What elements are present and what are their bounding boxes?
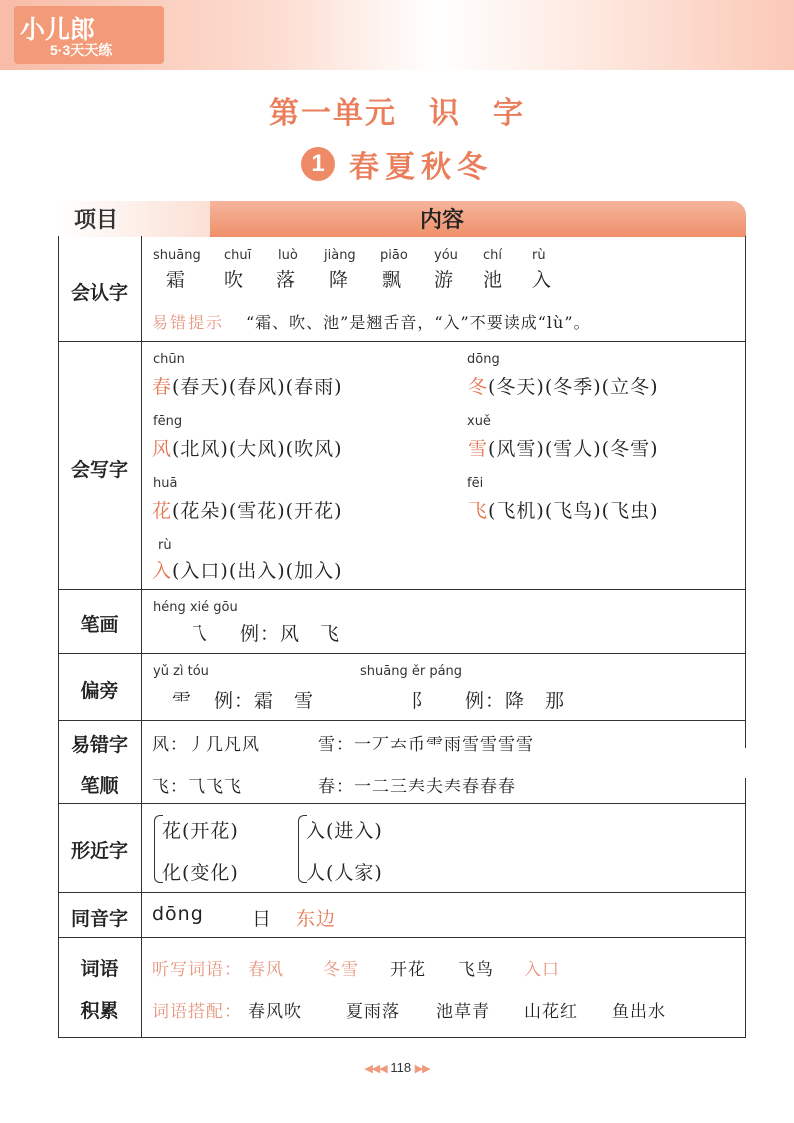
hanzi: 池 [483, 269, 504, 291]
pinyin: dōng [467, 352, 500, 367]
lesson-heading [0, 142, 794, 186]
pinyin: yǔ zì tóu [153, 664, 209, 679]
hanzi: 落 [276, 269, 297, 291]
page-blank-mark [744, 748, 762, 778]
pinyin: xuě [467, 414, 491, 429]
row-label-huixiezi: 会写字 [70, 460, 128, 481]
dictation-word: 入口 [524, 960, 560, 980]
dictation-word: 春风 [248, 960, 284, 980]
pinyin: huā [153, 476, 178, 491]
pinyin: chuī [224, 248, 252, 263]
stroke-order-line: 春：一二三𡗗夫𡗗春春春 [318, 777, 516, 797]
hanzi: 游 [434, 269, 455, 291]
table-header-bar [210, 201, 746, 237]
tip-text: “霜、吹、池”是翘舌音，“入”不要读成“lù”。 [246, 313, 591, 332]
row-label-xingjin: 形近字 [70, 841, 128, 862]
write-char: 飞 [468, 500, 489, 522]
write-char: 入 [152, 560, 173, 582]
pinyin: jiàng [324, 248, 356, 263]
radical-example: 例：霜 雪 [214, 690, 315, 712]
write-words: (入口)(出入)(加入) [172, 560, 343, 582]
write-item [468, 434, 659, 461]
write-char: 风 [152, 438, 173, 460]
pinyin: héng xié gōu [153, 600, 238, 615]
row-divider [58, 341, 746, 342]
write-char: 春 [152, 376, 173, 398]
collocation-word: 夏雨落 [346, 1002, 400, 1022]
row-divider [58, 589, 746, 590]
dictation-label: 听写词语： [152, 960, 242, 980]
pinyin: fēi [467, 476, 484, 491]
row-label-bihua: 笔画 [80, 615, 119, 636]
hanzi: 降 [329, 269, 350, 291]
dictation-word: 飞鸟 [458, 960, 494, 980]
dictation-word: 冬雪 [323, 960, 359, 980]
pinyin: rù [532, 248, 546, 263]
write-item [468, 496, 659, 523]
similar-char: 花(开花) [162, 820, 239, 842]
row-divider [58, 653, 746, 654]
row-label-tongyin: 同音字 [70, 909, 128, 930]
write-words: (春天)(春风)(春雨) [172, 376, 343, 398]
stroke-order-line: 风：丿几凡风 [152, 735, 260, 755]
write-words: (风雪)(雪人)(冬雪) [488, 438, 659, 460]
lesson-number-badge: 1 [301, 147, 335, 181]
write-words: (飞机)(飞鸟)(飞虫) [488, 500, 659, 522]
stroke-order-line: 雪：一丆𠫓币⻗雨雪雪雪雪 [318, 735, 534, 755]
hanzi: 飘 [382, 269, 403, 291]
write-item [152, 496, 343, 523]
radical-glyph: ⻗ [172, 690, 193, 712]
page-number: 118 [390, 1060, 412, 1075]
write-item [152, 372, 343, 399]
column-divider [141, 236, 142, 1038]
pinyin: yóu [434, 248, 458, 263]
dictation-word: 开花 [390, 960, 426, 980]
stroke-example: 例：风 飞 [240, 623, 341, 645]
column-header-content: 内容 [420, 207, 465, 232]
write-char: 花 [152, 500, 173, 522]
pinyin: chí [483, 248, 502, 263]
write-words: (花朵)(雪花)(开花) [172, 500, 343, 522]
unit-title: 第一单元 识 字 [269, 97, 525, 130]
row-divider [58, 720, 746, 721]
write-words: (北风)(大风)(吹风) [172, 438, 343, 460]
page-footer [0, 1060, 794, 1075]
hanzi: 吹 [224, 269, 245, 291]
collocation-word: 池草青 [436, 1002, 490, 1022]
similar-char: 入(进入) [306, 820, 383, 842]
column-header-item: 项目 [74, 207, 119, 232]
stroke-glyph: 乁 [188, 623, 209, 645]
pinyin: chūn [153, 352, 185, 367]
radical-example: 例：降 那 [465, 690, 566, 712]
hanzi: 入 [532, 269, 553, 291]
homophone-word: 东边 [296, 908, 337, 930]
row-label-ciyu: 词语 [80, 959, 119, 980]
similar-char: 人(人家) [306, 862, 383, 884]
write-words: (冬天)(冬季)(立冬) [488, 376, 659, 398]
pinyin: fēng [153, 414, 183, 429]
homophone-pinyin: dōng [152, 903, 204, 925]
row-label-yicuo: 易错字 [70, 735, 128, 756]
hanzi: 霜 [166, 269, 187, 291]
row-label-pianpang: 偏旁 [80, 681, 119, 702]
row-divider [58, 937, 746, 938]
write-item [152, 434, 343, 461]
row-label-bishun: 笔顺 [80, 776, 119, 797]
pinyin: piāo [380, 248, 408, 263]
brand-subtitle: 5·3天天练 [50, 42, 113, 58]
pinyin: shuāng ěr páng [360, 664, 463, 679]
prev-arrows-icon: ◀◀◀ [364, 1063, 387, 1075]
row-divider [58, 892, 746, 893]
homophone-char: 日 [252, 908, 273, 930]
lesson-title: 春夏秋冬 [349, 151, 493, 184]
write-item [152, 556, 343, 583]
write-char: 冬 [468, 376, 489, 398]
brand-title: 小儿郎 [20, 16, 96, 44]
row-label-jilei: 积累 [80, 1001, 119, 1022]
write-char: 雪 [468, 438, 489, 460]
pinyin: rù [158, 538, 172, 553]
collocation-label: 词语搭配： [152, 1002, 242, 1022]
row-divider [58, 803, 746, 804]
next-arrows-icon: ▶▶ [414, 1063, 430, 1075]
row-label-huirenzi: 会认字 [70, 283, 128, 304]
collocation-word: 春风吹 [248, 1002, 302, 1022]
stroke-order-line: 飞：⺄飞飞 [152, 777, 242, 797]
similar-char: 化(变化) [162, 862, 239, 884]
pinyin: luò [278, 248, 298, 263]
collocation-word: 山花红 [524, 1002, 578, 1022]
tip-label: 易错提示 [152, 313, 225, 332]
collocation-word: 鱼出水 [612, 1002, 666, 1022]
pinyin: shuāng [153, 248, 201, 263]
write-item [468, 372, 659, 399]
radical-glyph: ⻏ [403, 690, 424, 712]
